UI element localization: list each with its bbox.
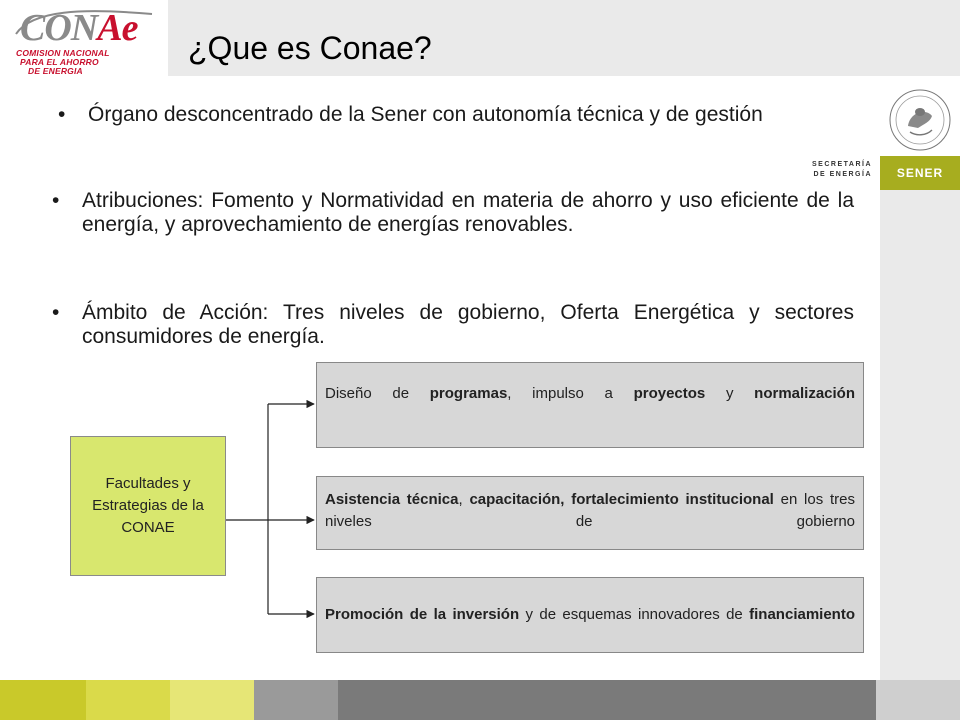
footer-segment xyxy=(170,680,254,720)
footer-segment xyxy=(86,680,170,720)
conae-word-prefix: CON xyxy=(20,7,98,49)
bullet-marker: • xyxy=(58,103,66,126)
mexico-seal-icon xyxy=(880,82,960,160)
box2-bold1: Asistencia técnica xyxy=(325,491,459,508)
footer-segment xyxy=(254,680,338,720)
box1-bold1: programas xyxy=(429,385,508,402)
conae-sub-line3: DE ENERGIA xyxy=(28,66,83,76)
footer-segment xyxy=(876,680,960,720)
bullet-marker: • xyxy=(52,189,60,212)
bullet-text: Órgano desconcentrado de la Sener con autonomía técnica y de gestión xyxy=(88,103,763,126)
info-box-asistencia xyxy=(316,476,864,550)
box1-text1: Diseño de xyxy=(325,385,430,402)
footer-segment xyxy=(338,680,876,720)
conae-sub-line1: COMISION NACIONAL xyxy=(16,48,110,58)
sener-badge: SENER xyxy=(880,156,960,190)
bullet-text: Ámbito de Acción: Tres niveles de gobierno, Oferta Energética y sectores consumidores de energía. xyxy=(82,301,854,348)
secretaria-label xyxy=(808,160,872,180)
conae-sub-line2: PARA EL AHORRO xyxy=(20,57,99,67)
secretaria-line1: SECRETARÍA xyxy=(812,161,872,168)
conae-logo xyxy=(6,4,166,76)
footer-strip xyxy=(0,680,960,720)
bullet-text: Atribuciones: Fomento y Normatividad en materia de ahorro y uso eficiente de la energía, y aprovechamiento de energías renovables. xyxy=(82,189,854,236)
bullet-atribuciones xyxy=(52,189,854,237)
bullet-marker: • xyxy=(52,301,60,324)
box2-bold2: capacitación, fortalecimiento institucional xyxy=(469,491,774,508)
box3-bold1: Promoción de la inversión xyxy=(325,606,520,623)
bullet-organo xyxy=(58,103,784,127)
footer-segment xyxy=(0,680,86,720)
box3-text1: y de esquemas innovadores de xyxy=(519,606,750,623)
box1-bold3: normalización xyxy=(754,385,856,402)
conae-word-suffix: Ae xyxy=(97,7,138,49)
facultades-label: Facultades y Estrategias de la CONAE xyxy=(92,475,204,536)
box2-text1: , xyxy=(458,491,470,508)
box1-text3: y xyxy=(705,385,755,402)
secretaria-line2: DE ENERGÍA xyxy=(813,171,872,178)
facultades-box xyxy=(70,436,226,576)
info-box-promocion xyxy=(316,577,864,653)
page-title: ¿Que es Conae? xyxy=(188,30,432,66)
info-box-programas xyxy=(316,362,864,448)
box1-bold2: proyectos xyxy=(633,385,706,402)
bullet-ambito xyxy=(52,301,854,349)
box2-text2: en los tres niveles de gobierno xyxy=(325,491,856,530)
conae-wordmark xyxy=(20,6,137,50)
box3-bold2: financiamiento xyxy=(749,606,855,623)
box1-text2: , impulso a xyxy=(507,385,634,402)
